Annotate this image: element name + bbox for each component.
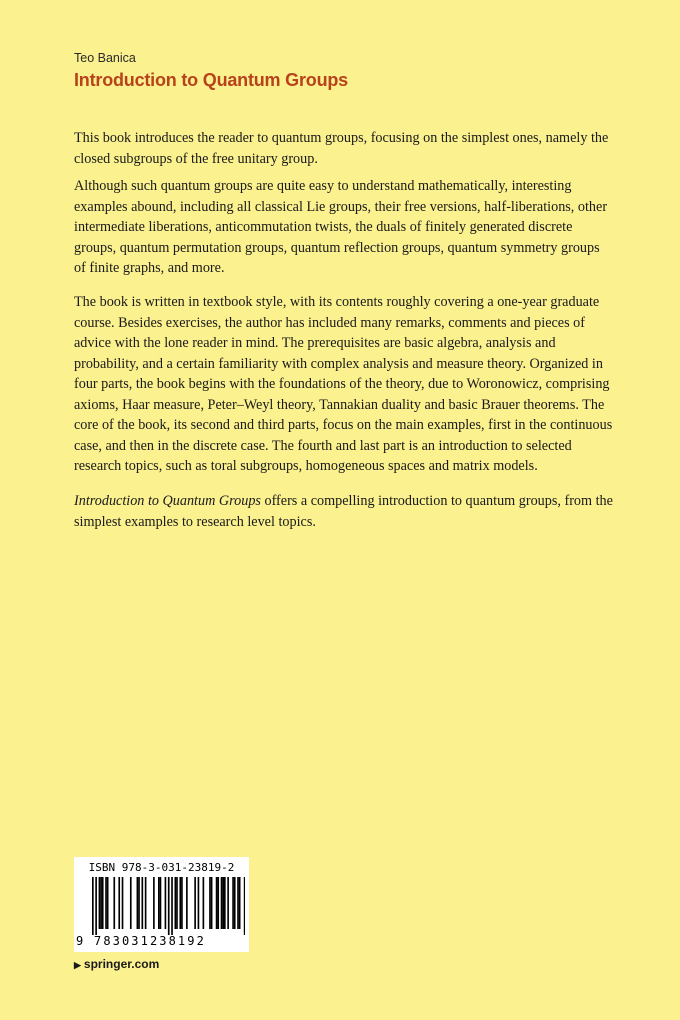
barcode-bar	[130, 877, 132, 929]
ean-remaining-digits: 783031238192	[94, 934, 206, 948]
barcode-bar	[138, 877, 140, 929]
barcode-bar	[216, 877, 218, 929]
isbn-label: ISBN 978-3-031-23819-2	[88, 861, 235, 874]
barcode-bar	[239, 877, 241, 929]
barcode-bar	[237, 877, 239, 929]
barcode-bar	[221, 877, 223, 929]
barcode-bar	[160, 877, 162, 929]
isbn-barcode	[74, 857, 249, 952]
barcode-bar	[105, 877, 107, 929]
barcode-bar	[227, 877, 229, 929]
barcode-bar	[217, 877, 219, 929]
blurb-paragraph-4	[74, 491, 614, 532]
barcode-bar	[171, 877, 173, 935]
barcode-bar	[137, 877, 139, 929]
blurb-paragraph-1: This book introduces the reader to quantum groups, focusing on the simplest ones, namely the closed subgroups of the free unitary group.	[74, 130, 609, 167]
blurb-paragraph-3: The book is written in textbook style, with its contents roughly covering a one-year graduate course. Besides exercises, the author has included many remarks, comments and pieces of advice with the lone reader in mind. The prerequisites are basic algebra, analysis and probability, and a certain familiarity with complex analysis and measure theory. Organized in four parts, the book begins with the foundations of the theory, due to Woronowicz, comprising axioms, Haar measure, Peter–Weyl theory, Tannakian duality and basic Brauer theorems. The core of the book, its second and third parts, focus on the main examples, first in the continuous case, and then in the discrete case. The fourth and last part is an introduction to selected research topics, such as toral subgroups, homogeneous spaces and matrix models.	[74, 294, 613, 474]
barcode-bar	[158, 877, 160, 929]
barcode-bar	[181, 877, 183, 929]
barcode-icon	[78, 877, 245, 935]
barcode-bar	[113, 877, 115, 929]
barcode-bar	[244, 877, 245, 935]
barcode-bar	[153, 877, 155, 929]
barcode-bar	[198, 877, 200, 929]
barcode-bar	[107, 877, 109, 929]
barcode-bar	[234, 877, 236, 929]
ean-first-digit: 9	[76, 934, 84, 948]
barcode-bar	[122, 877, 124, 929]
blurb-paragraph-2: Although such quantum groups are quite easy to understand mathematically, interesting examples abound, including all classical Lie groups, their free versions, half-liberations, other intermediate liberations, anticommutation twists, the duals of finitely generated discrete groups, quantum permutation groups, quantum reflection groups, quantum symmetry groups of finite graphs, and more.	[74, 178, 608, 276]
barcode-bar	[179, 877, 181, 929]
publisher-url: springer.com	[83, 957, 160, 971]
barcode-bar	[186, 877, 188, 929]
book-title: Introduction to Quantum Groups	[74, 70, 348, 90]
barcode-bar	[232, 877, 234, 929]
blurb-paragraph-4-text: offers a compelling introduction to quantum groups, from the simplest examples to research level topics.	[74, 493, 613, 530]
barcode-bar	[102, 877, 104, 929]
barcode-bar	[176, 877, 178, 929]
barcode-bar	[175, 877, 177, 929]
barcode-bar	[168, 877, 170, 935]
barcode-bar	[222, 877, 224, 929]
barcode-bar	[142, 877, 144, 929]
barcode-bar	[224, 877, 226, 929]
publisher-link[interactable]	[74, 957, 159, 971]
barcode-bar	[165, 877, 167, 929]
book-title-italic: Introduction to Quantum Groups	[74, 493, 261, 509]
barcode-bar	[92, 877, 94, 935]
barcode-bar	[100, 877, 102, 929]
barcode-bar	[118, 877, 120, 929]
barcode-bar	[203, 877, 205, 929]
author-name: Teo Banica	[74, 51, 136, 65]
barcode-bar	[211, 877, 213, 929]
barcode-bar	[209, 877, 211, 929]
barcode-bar	[99, 877, 101, 929]
barcode-bar	[95, 877, 97, 935]
barcode-bar	[145, 877, 147, 929]
arrow-right-icon: ▶	[74, 960, 81, 970]
barcode-bar	[194, 877, 196, 929]
